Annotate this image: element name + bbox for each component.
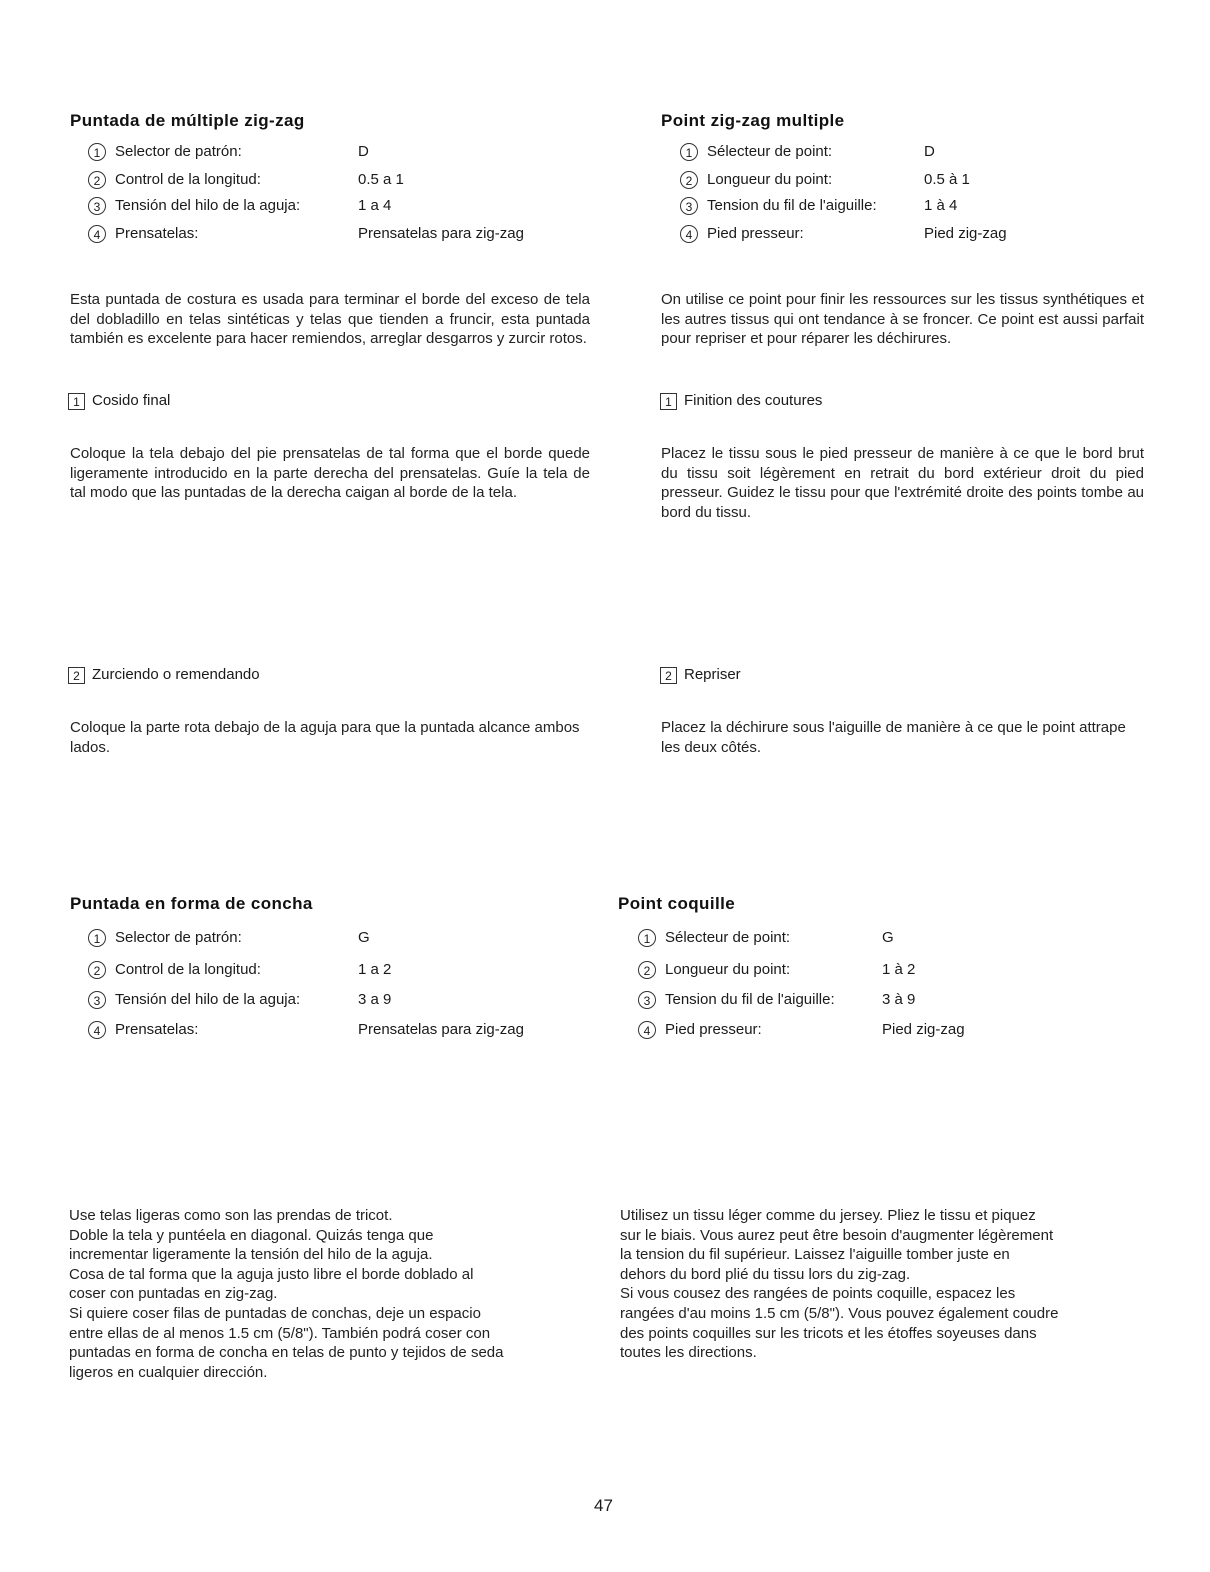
spec-label: Pied presseur: xyxy=(665,1021,762,1039)
es-shell-spec-3 xyxy=(88,989,588,1011)
spec-value: 1 à 2 xyxy=(882,961,916,978)
spec-label: Sélecteur de point: xyxy=(665,929,791,947)
spec-value: D xyxy=(358,143,369,160)
circled-number-1: 1 xyxy=(680,143,698,161)
spec-label: Prensatelas: xyxy=(115,225,199,243)
text-line: rangées d'au moins 1.5 cm (5/8"). Vous pouvez également coudre xyxy=(620,1304,1059,1322)
boxed-number-1: 1 xyxy=(660,393,677,410)
fr-zigzag-spec-4 xyxy=(680,223,1160,245)
spec-label: Sélecteur de point: xyxy=(707,143,833,161)
text-line: dehors du bord plié du tissu lors du zig-zag. xyxy=(620,1265,911,1283)
es-zigzag-subheading-1 xyxy=(68,391,170,411)
spec-label: Selector de patrón: xyxy=(115,929,242,947)
fr-zigzag-sub2-text: Placez la déchirure sous l'aiguille de manière à ce que le point attrape les deux côtés. xyxy=(661,719,1126,756)
es-zigzag-spec-1 xyxy=(88,141,588,163)
es-shell-text xyxy=(69,1206,609,1382)
page-number: 47 xyxy=(594,1496,613,1515)
es-zigzag-sub1-text: Coloque la tela debajo del pie prensatelas de tal forma que el borde quede ligeramente introducido en la parte derecha del prensatelas. Guíe la tela de tal modo que las puntadas de la derecha caigan al borde de la tela. xyxy=(70,445,590,502)
fr-shell-spec-4 xyxy=(638,1019,1118,1041)
es-zigzag-subheading-2 xyxy=(68,665,260,685)
circled-number-4: 4 xyxy=(88,1021,106,1039)
es-shell-title: Puntada en forma de concha xyxy=(70,894,313,913)
spec-label: Tensión del hilo de la aguja: xyxy=(115,991,301,1009)
circled-number-1: 1 xyxy=(638,929,656,947)
circled-number-2: 2 xyxy=(638,961,656,979)
circled-number-4: 4 xyxy=(680,225,698,243)
fr-zigzag-spec-3 xyxy=(680,195,1160,217)
circled-number-2: 2 xyxy=(88,171,106,189)
es-zigzag-spec-2 xyxy=(88,169,588,191)
fr-shell-title: Point coquille xyxy=(618,894,736,913)
text-line: la tension du fil supérieur. Laissez l'aiguille tomber juste en xyxy=(620,1246,1010,1264)
boxed-number-1: 1 xyxy=(68,393,85,410)
fr-shell-text xyxy=(620,1206,1160,1363)
spec-value: G xyxy=(882,929,894,946)
text-line: Si vous cousez des rangées de points coquille, espacez les xyxy=(620,1285,1016,1303)
spec-value: D xyxy=(924,143,935,160)
spec-label: Tension du fil de l'aiguille: xyxy=(665,991,835,1009)
text-line: toutes les directions. xyxy=(620,1344,757,1362)
fr-shell-spec-1 xyxy=(638,927,1118,949)
spec-value: Pied zig-zag xyxy=(882,1021,965,1038)
spec-value: 1 a 4 xyxy=(358,197,392,214)
es-shell-spec-4 xyxy=(88,1019,588,1041)
text-line: des points coquilles sur les tricots et les étoffes soyeuses dans xyxy=(620,1324,1037,1342)
spec-label: Longueur du point: xyxy=(665,961,791,979)
es-zigzag-intro: Esta puntada de costura es usada para terminar el borde del exceso de tela del dobladillo en telas sintéticas y telas que tienden a fruncir, esta puntada también es excelente para hacer remiendos, arreglar desgarros y zurcir rotos. xyxy=(70,291,590,348)
text-line: sur le biais. Vous aurez peut être besoin d'augmenter légèrement xyxy=(620,1226,1054,1244)
text-line: Cosa de tal forma que la aguja justo libre el borde doblado al xyxy=(69,1265,474,1283)
circled-number-3: 3 xyxy=(88,197,106,215)
fr-shell-spec-2 xyxy=(638,959,1118,981)
spec-value: 1 a 2 xyxy=(358,961,392,978)
subheading-label: Cosido final xyxy=(92,392,171,410)
text-line: incrementar ligeramente la tensión del hilo de la aguja. xyxy=(69,1246,433,1264)
fr-zigzag-spec-1 xyxy=(680,141,1160,163)
text-line: Use telas ligeras como son las prendas de tricot. xyxy=(69,1207,393,1224)
fr-zigzag-subheading-1 xyxy=(660,391,822,411)
text-line: puntadas en forma de concha en telas de punto y tejidos de seda xyxy=(69,1344,504,1362)
spec-value: 3 a 9 xyxy=(358,991,392,1008)
fr-zigzag-subheading-2 xyxy=(660,665,741,685)
boxed-number-2: 2 xyxy=(660,667,677,684)
circled-number-2: 2 xyxy=(88,961,106,979)
circled-number-4: 4 xyxy=(88,225,106,243)
subheading-label: Finition des coutures xyxy=(684,392,823,410)
circled-number-3: 3 xyxy=(88,991,106,1009)
spec-value: 3 à 9 xyxy=(882,991,916,1008)
es-shell-spec-2 xyxy=(88,959,588,981)
spec-value: G xyxy=(358,929,370,946)
spec-label: Control de la longitud: xyxy=(115,961,261,979)
spec-value: Pied zig-zag xyxy=(924,225,1007,242)
es-shell-spec-1 xyxy=(88,927,588,949)
spec-label: Control de la longitud: xyxy=(115,171,261,189)
spec-label: Tension du fil de l'aiguille: xyxy=(707,197,877,215)
spec-value: Prensatelas para zig-zag xyxy=(358,1021,524,1038)
es-zigzag-spec-3 xyxy=(88,195,588,217)
fr-zigzag-spec-2 xyxy=(680,169,1160,191)
spec-label: Longueur du point: xyxy=(707,171,833,189)
circled-number-4: 4 xyxy=(638,1021,656,1039)
text-line: Utilisez un tissu léger comme du jersey. Pliez le tissu et piquez xyxy=(620,1207,1036,1224)
text-line: Si quiere coser filas de puntadas de conchas, deje un espacio xyxy=(69,1304,481,1322)
spec-label: Selector de patrón: xyxy=(115,143,242,161)
boxed-number-2: 2 xyxy=(68,667,85,684)
fr-zigzag-title: Point zig-zag multiple xyxy=(661,111,845,130)
spec-value: 0.5 à 1 xyxy=(924,171,970,188)
spec-value: 0.5 a 1 xyxy=(358,171,404,188)
fr-zigzag-sub1-text: Placez le tissu sous le pied presseur de manière à ce que le bord brut du tissu soit légèrement en retrait du bord extérieur droit du pied presseur. Guidez le tissu pour que l'extrémité droite des points tombe au bord du tissu. xyxy=(661,445,1144,521)
circled-number-1: 1 xyxy=(88,143,106,161)
subheading-label: Repriser xyxy=(684,666,741,684)
es-zigzag-sub2-text: Coloque la parte rota debajo de la aguja para que la puntada alcance ambos lados. xyxy=(70,719,580,756)
text-line: entre ellas de al menos 1.5 cm (5/8"). También podrá coser con xyxy=(69,1324,491,1342)
circled-number-2: 2 xyxy=(680,171,698,189)
subheading-label: Zurciendo o remendando xyxy=(92,666,260,684)
spec-label: Pied presseur: xyxy=(707,225,804,243)
spec-value: 1 à 4 xyxy=(924,197,958,214)
fr-zigzag-intro: On utilise ce point pour finir les ressources sur les tissus synthétiques et les autres tissus qui ont tendance à se froncer. Ce point est aussi parfait pour repriser et pour réparer les déchirures. xyxy=(661,291,1144,348)
circled-number-1: 1 xyxy=(88,929,106,947)
text-line: coser con puntadas en zig-zag. xyxy=(69,1285,278,1303)
spec-label: Tensión del hilo de la aguja: xyxy=(115,197,301,215)
fr-shell-spec-3 xyxy=(638,989,1118,1011)
text-line: Doble la tela y puntéela en diagonal. Quizás tenga que xyxy=(69,1226,434,1244)
text-line: ligeros en cualquier dirección. xyxy=(69,1363,268,1381)
circled-number-3: 3 xyxy=(680,197,698,215)
es-zigzag-spec-4 xyxy=(88,223,588,245)
es-zigzag-title: Puntada de múltiple zig-zag xyxy=(70,111,305,130)
circled-number-3: 3 xyxy=(638,991,656,1009)
spec-value: Prensatelas para zig-zag xyxy=(358,225,524,242)
spec-label: Prensatelas: xyxy=(115,1021,199,1039)
